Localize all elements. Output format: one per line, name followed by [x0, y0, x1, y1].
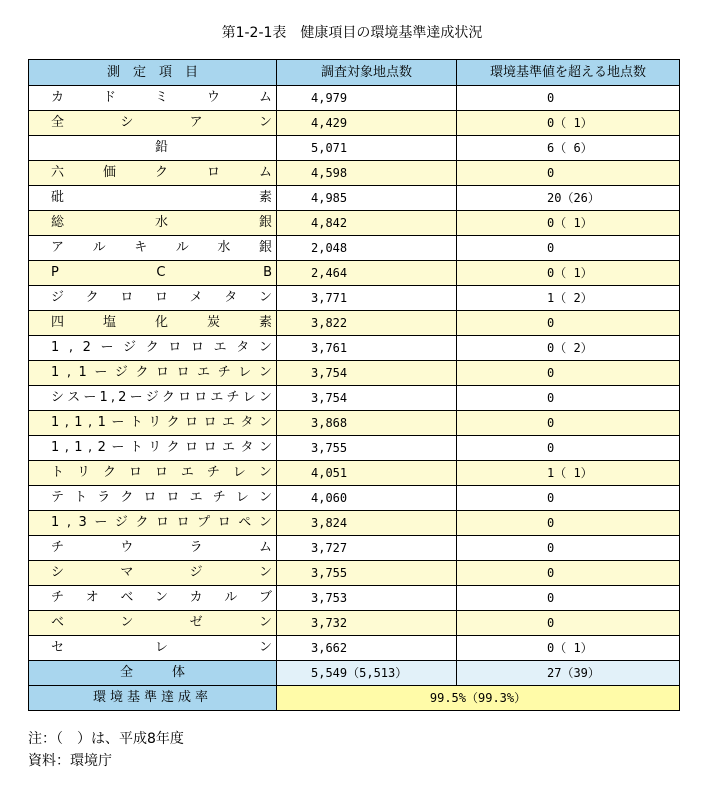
item-name-char: 砒 [51, 190, 65, 205]
item-name-char: ド [102, 90, 116, 105]
item-name-text [51, 561, 272, 585]
item-name [29, 286, 277, 311]
item-name [29, 311, 277, 336]
item-name-char: ロ [203, 440, 217, 455]
item-name [29, 236, 277, 261]
item-name-text: 鉛 [154, 140, 168, 155]
item-name-char: , [88, 440, 93, 455]
item-name-char: ー [111, 440, 125, 455]
table-row [29, 411, 680, 436]
item-name-char: レ [242, 390, 256, 405]
table-row [29, 461, 680, 486]
exceed-count: 0 [457, 486, 680, 511]
item-name [29, 411, 277, 436]
exceed-count: 0 [457, 511, 680, 536]
site-count: 3,822 [277, 311, 457, 336]
item-name-char: チ [217, 365, 231, 380]
item-name-char: エ [222, 440, 236, 455]
item-name-text [51, 386, 272, 410]
site-count: 3,753 [277, 586, 457, 611]
item-name-char: タ [236, 340, 250, 355]
item-name [29, 636, 277, 661]
item-name-char: ブ [258, 590, 272, 605]
rate-value: 99.5%（99.3%） [277, 686, 680, 711]
item-name-char: ト [129, 415, 143, 430]
item-name-text [51, 636, 272, 660]
item-name [29, 261, 277, 286]
item-name-text [51, 536, 272, 560]
item-name-char: 1 [99, 390, 108, 405]
item-name-char: ジ [51, 290, 65, 305]
item-name-char: マ [120, 565, 134, 580]
item-name-char: ロ [176, 515, 190, 530]
total-label: 全 体 [29, 661, 277, 686]
site-count: 3,761 [277, 336, 457, 361]
site-count: 2,464 [277, 261, 457, 286]
item-name-char: ベ [51, 615, 65, 630]
item-name-char: ロ [185, 440, 199, 455]
item-name-text [51, 311, 272, 335]
item-name-char: ロ [206, 165, 220, 180]
item-name-char: 塩 [102, 315, 116, 330]
site-count: 3,732 [277, 611, 457, 636]
item-name [29, 86, 277, 111]
item-name-char: ク [135, 515, 149, 530]
item-name-char: エ [180, 465, 194, 480]
item-name-char: カ [189, 590, 203, 605]
site-count: 3,771 [277, 286, 457, 311]
item-name-char: ラ [97, 490, 111, 505]
item-name-char: ロ [194, 390, 208, 405]
item-name-char: ー [94, 515, 108, 530]
item-name-text [51, 236, 272, 260]
item-name-char: 1 [74, 415, 83, 430]
item-name-char: ベ [120, 590, 134, 605]
table-row [29, 311, 680, 336]
table-row [29, 286, 680, 311]
item-name-text [51, 261, 272, 285]
table-row [29, 161, 680, 186]
item-name-char: リ [148, 415, 162, 430]
item-name-char: ジ [145, 390, 159, 405]
item-name-char: チ [206, 465, 220, 480]
item-name-char: ロ [156, 365, 170, 380]
item-name-char: タ [240, 415, 254, 430]
table-row [29, 86, 680, 111]
item-name-char: , [88, 415, 93, 430]
item-name-char: ン [120, 615, 134, 630]
item-name-char: ロ [178, 390, 192, 405]
item-name-char: ク [154, 165, 168, 180]
item-name-char: 化 [154, 315, 168, 330]
item-name-char: レ [154, 640, 168, 655]
item-name-char: シ [51, 565, 65, 580]
item-name-char: ム [258, 90, 272, 105]
item-name-char: ロ [120, 290, 134, 305]
item-name-char: オ [85, 590, 99, 605]
exceed-count: 0（ 2） [457, 336, 680, 361]
exceed-count: 0（ 1） [457, 636, 680, 661]
table-body [29, 86, 680, 661]
item-name-char: ン [258, 440, 272, 455]
site-count: 3,727 [277, 536, 457, 561]
item-name-char: ン [258, 365, 272, 380]
table-row [29, 436, 680, 461]
exceed-count: 0 [457, 236, 680, 261]
item-name-char: レ [238, 365, 252, 380]
header-item: 測 定 項 目 [29, 60, 277, 86]
item-name-char: ア [189, 115, 203, 130]
item-name-char: ク [145, 340, 159, 355]
site-count: 3,755 [277, 561, 457, 586]
item-name-text [51, 161, 272, 185]
item-name-char: ジ [189, 565, 203, 580]
exceed-count: 0 [457, 436, 680, 461]
table-row [29, 361, 680, 386]
item-name-char: , [64, 415, 69, 430]
item-name [29, 511, 277, 536]
item-name-char: ク [161, 390, 175, 405]
item-name [29, 186, 277, 211]
item-name-text [51, 361, 272, 385]
exceed-count: 20（26） [457, 186, 680, 211]
site-count: 3,662 [277, 636, 457, 661]
item-name-text [51, 461, 272, 485]
item-name-char: 2 [118, 390, 127, 405]
item-name-char: 価 [102, 165, 116, 180]
item-name-char: ロ [154, 465, 168, 480]
item-name-text [51, 186, 272, 210]
item-name-char: ク [166, 415, 180, 430]
item-name-char: ロ [156, 515, 170, 530]
item-name-char: 1 [51, 340, 60, 355]
item-name [29, 136, 277, 161]
item-name-text [51, 511, 272, 535]
table-row [29, 186, 680, 211]
item-name-char: ク [85, 290, 99, 305]
item-name-char: チ [226, 390, 240, 405]
exceed-count: 0 [457, 86, 680, 111]
exceed-count: 6（ 6） [457, 136, 680, 161]
site-count: 3,868 [277, 411, 457, 436]
item-name-char: B [263, 265, 272, 280]
item-name-char: エ [222, 415, 236, 430]
item-name-char: 四 [51, 315, 65, 330]
item-name-char: ー [111, 415, 125, 430]
site-count: 4,842 [277, 211, 457, 236]
item-name-char: 1 [51, 365, 60, 380]
item-name-char: シ [120, 115, 134, 130]
site-count: 3,754 [277, 361, 457, 386]
item-name-char: ト [51, 465, 65, 480]
item-name-char: 1 [51, 440, 60, 455]
table-row [29, 536, 680, 561]
exceed-count: 1（ 1） [457, 461, 680, 486]
source-line: 資料：環境庁 [28, 753, 112, 769]
note-line: 注：（ ）は、平成8年度 [28, 731, 184, 747]
item-name [29, 436, 277, 461]
item-name-char: ゼ [189, 615, 203, 630]
item-name-char: ク [120, 490, 134, 505]
item-name-char: ラ [189, 540, 203, 555]
item-name-char: エ [213, 340, 227, 355]
item-name-char: ア [51, 240, 65, 255]
header-exceed-count: 環境基準値を超える地点数 [457, 60, 680, 86]
item-name-text [51, 586, 272, 610]
exceed-count: 0 [457, 161, 680, 186]
table-row [29, 511, 680, 536]
rate-row [29, 686, 680, 711]
total-row [29, 661, 680, 686]
item-name-char: ジ [114, 515, 128, 530]
item-name-char: ン [154, 590, 168, 605]
item-name-char: エ [197, 365, 211, 380]
item-name-char: ウ [120, 540, 134, 555]
item-name-text [51, 111, 272, 135]
item-name-char: リ [148, 440, 162, 455]
item-name-char: ー [94, 365, 108, 380]
item-name-char: 素 [258, 190, 272, 205]
table-row [29, 561, 680, 586]
item-name-char: チ [51, 590, 65, 605]
item-name-char: 水 [217, 240, 231, 255]
site-count: 4,060 [277, 486, 457, 511]
table-row [29, 261, 680, 286]
item-name-char: 炭 [206, 315, 220, 330]
item-name-char: 銀 [258, 240, 272, 255]
item-name [29, 111, 277, 136]
item-name-char: ロ [154, 290, 168, 305]
item-name-char: エ [189, 490, 203, 505]
table-row [29, 136, 680, 161]
header-site-count: 調査対象地点数 [277, 60, 457, 86]
exceed-count: 0（ 1） [457, 211, 680, 236]
item-name-char: カ [51, 90, 65, 105]
item-name-text [51, 436, 272, 460]
item-name-char: ジ [123, 340, 137, 355]
item-name-char: ル [92, 240, 106, 255]
exceed-count: 0 [457, 311, 680, 336]
item-name-char: ン [258, 640, 272, 655]
item-name-char: P [51, 265, 59, 280]
item-name [29, 536, 277, 561]
item-name-text [51, 411, 272, 435]
item-name-char: 六 [51, 165, 65, 180]
item-name-char: ン [258, 415, 272, 430]
item-name-char: , [66, 515, 71, 530]
item-name-char: ン [258, 615, 272, 630]
item-name-char: ム [258, 165, 272, 180]
exceed-count: 0 [457, 611, 680, 636]
item-name-text [51, 286, 272, 310]
item-name-char: プ [197, 515, 211, 530]
total-count: 5,549（5,513） [277, 661, 457, 686]
site-count: 3,755 [277, 436, 457, 461]
site-count: 4,979 [277, 86, 457, 111]
item-name [29, 611, 277, 636]
item-name-char: ト [129, 440, 143, 455]
item-name-char: 3 [78, 515, 87, 530]
item-name-char: レ [235, 490, 249, 505]
item-name-char: ン [258, 515, 272, 530]
table-row [29, 386, 680, 411]
table-row [29, 111, 680, 136]
site-count: 3,754 [277, 386, 457, 411]
item-name-text [51, 86, 272, 110]
item-name-char: ト [74, 490, 88, 505]
item-name-char: , [64, 440, 69, 455]
exceed-count: 0 [457, 411, 680, 436]
item-name-text [51, 486, 272, 510]
item-name-char: C [156, 265, 166, 280]
item-name [29, 586, 277, 611]
item-name-text [51, 211, 272, 235]
item-name-char: ー [129, 390, 143, 405]
item-name-char: ン [258, 490, 272, 505]
table-row [29, 486, 680, 511]
item-name-char: 1 [78, 365, 87, 380]
item-name-char: 2 [82, 340, 91, 355]
item-name-char: 1 [74, 440, 83, 455]
item-name-char: ム [258, 540, 272, 555]
item-name-char: セ [51, 640, 65, 655]
item-name [29, 461, 277, 486]
item-name-char: ペ [238, 515, 252, 530]
item-name-char: ロ [143, 490, 157, 505]
item-name-char: シ [51, 390, 65, 405]
item-name-char: 全 [51, 115, 65, 130]
item-name-char: 1 [51, 515, 60, 530]
item-name-char: ン [258, 340, 272, 355]
exceed-count: 0（ 1） [457, 261, 680, 286]
rate-label: 環境基準達成率 [29, 686, 277, 711]
item-name-char: 1 [97, 415, 106, 430]
item-name-char: ル [175, 240, 189, 255]
exceed-count: 0 [457, 586, 680, 611]
item-name [29, 336, 277, 361]
exceed-count: 0（ 1） [457, 111, 680, 136]
exceed-count: 1（ 2） [457, 286, 680, 311]
item-name-char: ク [166, 440, 180, 455]
item-name-char: ク [135, 365, 149, 380]
item-name-char: ー [100, 340, 114, 355]
item-name-char: ロ [166, 490, 180, 505]
item-name-char: ー [83, 390, 97, 405]
item-name-char: キ [134, 240, 148, 255]
item-name-char: レ [232, 465, 246, 480]
exceed-count: 0 [457, 386, 680, 411]
item-name-char: テ [51, 490, 65, 505]
total-exceed: 27（39） [457, 661, 680, 686]
item-name-char: ス [67, 390, 81, 405]
item-name-char: 2 [97, 440, 106, 455]
site-count: 4,985 [277, 186, 457, 211]
item-name-char: ン [258, 565, 272, 580]
item-name-char: 総 [51, 215, 65, 230]
item-name-char: ル [224, 590, 238, 605]
table-row [29, 586, 680, 611]
site-count: 2,048 [277, 236, 457, 261]
site-count: 5,071 [277, 136, 457, 161]
item-name [29, 161, 277, 186]
item-name-char: エ [210, 390, 224, 405]
item-name-char: ン [258, 465, 272, 480]
table-row [29, 211, 680, 236]
item-name-char: 素 [258, 315, 272, 330]
item-name-char: ク [102, 465, 116, 480]
item-name-char: , [66, 365, 71, 380]
item-name-char: ン [258, 290, 272, 305]
item-name-char: 1 [51, 415, 60, 430]
notes [28, 728, 184, 772]
item-name-char: ウ [206, 90, 220, 105]
item-name-char: チ [212, 490, 226, 505]
exceed-count: 0 [457, 536, 680, 561]
item-name-char: リ [76, 465, 90, 480]
table-row [29, 236, 680, 261]
item-name-char: メ [189, 290, 203, 305]
item-name [29, 361, 277, 386]
item-name [29, 211, 277, 236]
item-name-char: ロ [128, 465, 142, 480]
item-name-char: ロ [191, 340, 205, 355]
item-name-char: 銀 [258, 215, 272, 230]
exceed-count: 0 [457, 361, 680, 386]
item-name-char: ロ [185, 415, 199, 430]
item-name [29, 486, 277, 511]
item-name-text [51, 336, 272, 360]
exceed-count: 0 [457, 561, 680, 586]
item-name-char: ロ [176, 365, 190, 380]
item-name-char: タ [224, 290, 238, 305]
item-name-char: , [110, 390, 116, 405]
item-name-char: ジ [114, 365, 128, 380]
item-name [29, 386, 277, 411]
item-name-char: ロ [217, 515, 231, 530]
item-name-char: 水 [154, 215, 168, 230]
site-count: 4,429 [277, 111, 457, 136]
site-count: 4,051 [277, 461, 457, 486]
table-row [29, 611, 680, 636]
table-title: 第1-2-1表 健康項目の環境基準達成状況 [221, 25, 483, 41]
environmental-standards-table [28, 59, 680, 711]
table-row [29, 636, 680, 661]
item-name-char: ミ [154, 90, 168, 105]
item-name-char: ロ [168, 340, 182, 355]
item-name-char: ン [258, 115, 272, 130]
item-name [29, 561, 277, 586]
item-name-char: , [68, 340, 74, 355]
site-count: 4,598 [277, 161, 457, 186]
item-name-text [51, 611, 272, 635]
item-name-char: ロ [203, 415, 217, 430]
site-count: 3,824 [277, 511, 457, 536]
table-row [29, 336, 680, 361]
item-name-char: ン [258, 390, 272, 405]
header-row [29, 60, 680, 86]
item-name-char: チ [51, 540, 65, 555]
item-name-char: タ [240, 440, 254, 455]
